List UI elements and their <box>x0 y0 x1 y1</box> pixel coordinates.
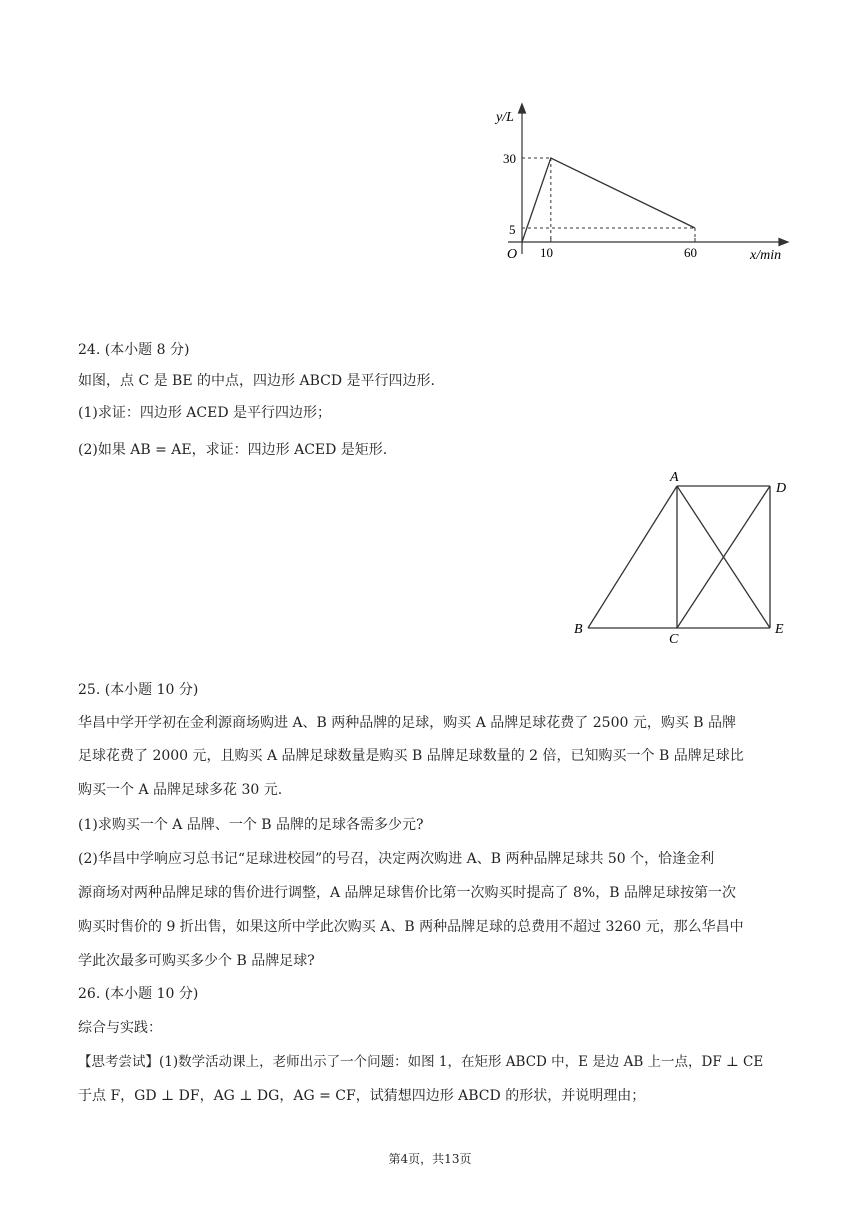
q24-part1: (1)求证：四边形 ACED 是平行四边形； <box>78 405 331 421</box>
q24-stem: 如图，点 C 是 BE 的中点，四边形 ABCD 是平行四边形. <box>78 373 435 389</box>
label-D: D <box>776 481 787 496</box>
x-tick-10: 10 <box>540 245 553 260</box>
q25-line-6: 源商场对两种品牌足球的售价进行调整，A 品牌足球售价比第一次购买时提高了 8%，B 品牌足球按第一次 <box>78 885 736 901</box>
page-footer: 第4页，共13页 <box>388 1152 472 1166</box>
q25-line-7: 购买时售价的 9 折出售，如果这所中学此次购买 A、B 两种品牌足球的总费用不超过 3260 元，那么华昌中 <box>78 919 744 935</box>
label-B: B <box>574 622 583 637</box>
q26-line-2: 于点 F，GD ⊥ DF，AG ⊥ DG，AG = CF，试猜想四边形 ABCD 的形状，并说明理由； <box>78 1088 646 1104</box>
y-tick-5: 5 <box>509 222 516 237</box>
q26-intro: 综合与实践： <box>78 1020 162 1036</box>
label-C: C <box>669 632 679 647</box>
y-tick-30: 30 <box>503 151 516 166</box>
label-A: A <box>670 470 679 485</box>
q25-line-5: (2)华昌中学响应习总书记“足球进校园”的号召，决定两次购进 A、B 两种品牌足球共 50 个，恰逢金利 <box>78 851 715 867</box>
x-tick-60: 60 <box>684 245 697 260</box>
label-E: E <box>775 622 784 637</box>
q25-header: 25. (本小题 10 分) <box>78 682 199 698</box>
y-axis-label: y/L <box>496 110 514 125</box>
q25-line-8: 学此次最多可购买多少个 B 品牌足球? <box>78 953 315 969</box>
origin-label: O <box>507 247 518 262</box>
q26-line-1: 【思考尝试】(1)数学活动课上，老师出示了一个问题：如图 1，在矩形 ABCD 中，E 是边 AB 上一点，DF ⊥ CE <box>78 1054 764 1070</box>
q24-part2: (2)如果 AB = AE，求证：四边形 ACED 是矩形. <box>78 442 388 458</box>
q24-header: 24. (本小题 8 分) <box>78 342 190 358</box>
q25-line-1: 华昌中学开学初在金利源商场购进 A、B 两种品牌的足球，购买 A 品牌足球花费了 2500 元，购买 B 品牌 <box>78 715 737 731</box>
q26-header: 26. (本小题 10 分) <box>78 986 199 1002</box>
x-axis-label: x/min <box>750 248 782 263</box>
q25-line-4: (1)求购买一个 A 品牌、一个 B 品牌的足球各需多少元? <box>78 817 424 833</box>
q25-line-2: 足球花费了 2000 元，且购买 A 品牌足球数量是购买 B 品牌足球数量的 2 倍，已知购买一个 B 品牌足球比 <box>78 748 744 764</box>
q25-line-3: 购买一个 A 品牌足球多花 30 元. <box>78 782 283 798</box>
segment-AB <box>588 486 677 628</box>
